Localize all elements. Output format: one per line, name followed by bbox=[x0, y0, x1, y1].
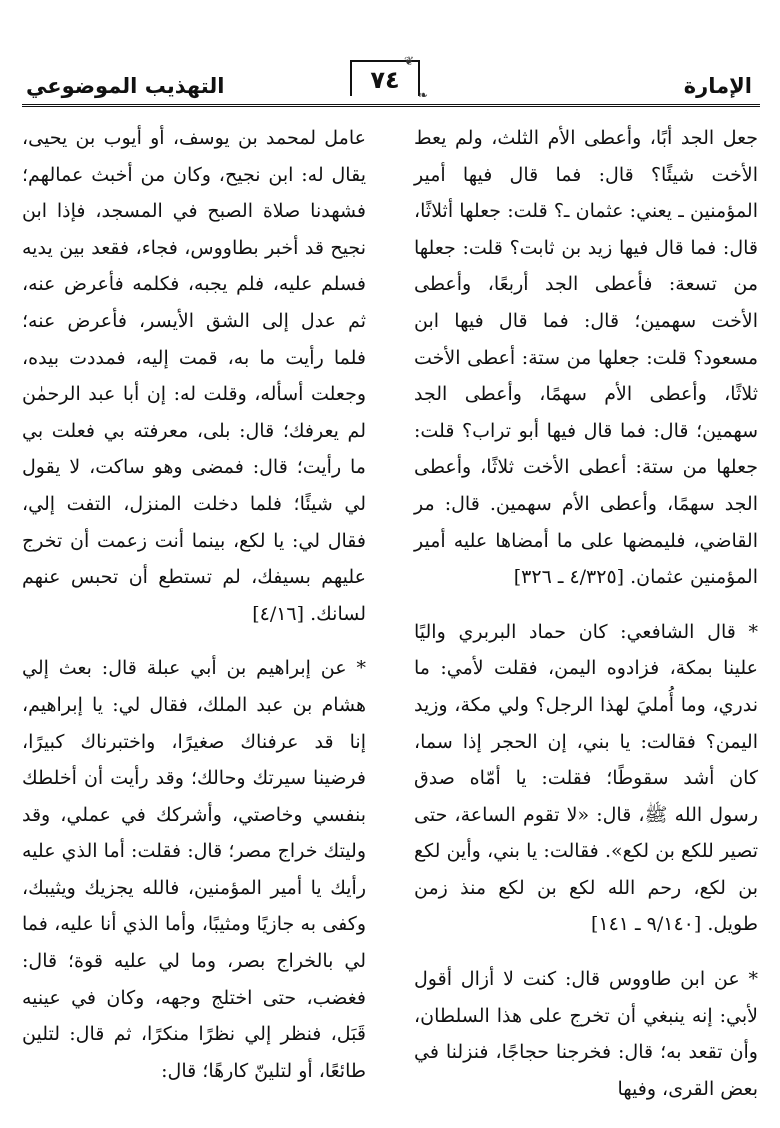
citation-ref: [٤/١٦] bbox=[252, 602, 305, 625]
paragraph-text: * قال الشافعي: كان حماد البربري واليًا علينا بمكة، فزادوه اليمن، فقلت لأمي: ما ندري، وما أُمليَ لهذا الرجل؟ ولي مكة، وزيد اليمن؟ فقالت: يا بني، إن الحجر إذا سما، كان أشد سقوطًا؛ فقلت: يا أمّاه صدق رسول الله ﷺ، قال: «لا تقوم الساعة، حتى تصير للكع بن لكع». فقالت: يا بني، وأين لكع بن لكع، رحم الله لكع بن لكع منذ زمن طويل. bbox=[414, 620, 758, 936]
paragraph-text: * عن ابن طاووس قال: كنت لا أزال أقول لأبي: إنه ينبغي أن تخرج على هذا السلطان، وأن تقعد به؛ قال: فخرجنا حجاجًا، فنزلنا في بعض القرى، وفيها bbox=[414, 968, 758, 1100]
left-column bbox=[22, 120, 366, 1089]
page-number: ٧٤ bbox=[370, 66, 400, 94]
citation-ref: [٩/١٤٠ ـ ١٤١] bbox=[590, 913, 702, 936]
book-title: التهذيب الموضوعي bbox=[26, 74, 225, 98]
header-rule bbox=[22, 104, 760, 107]
chapter-title: الإمارة bbox=[683, 74, 752, 98]
citation-ref: [٤/٣٢٥ ـ ٣٢٦] bbox=[513, 566, 625, 589]
paragraph bbox=[414, 961, 758, 1107]
paragraph bbox=[414, 120, 758, 596]
paragraph bbox=[22, 120, 366, 632]
right-column bbox=[414, 120, 758, 1107]
page-header bbox=[22, 52, 760, 112]
ornament-icon: ❦ bbox=[404, 54, 415, 68]
ornament-icon: ❧ bbox=[418, 88, 429, 102]
paragraph-text: عامل لمحمد بن يوسف، أو أيوب بن يحيى، يقال له: ابن نجيح، وكان من أخبث عمالهم؛ فشهدنا صلاة الصبح في المسجد، فإذا ابن نجيح قد أخبر بطاووس، فجاء، فقعد بين يديه فسلم عليه، فلم يجبه، فكلمه فأعرض عنه، ثم عدل إلى الشق الأيسر، فأعرض عنه؛ فلما رأيت ما به، قمت إليه، فمددت بيده، وجعلت أسأله، وقلت له: إن أبا عبد الرحمٰن لم يعرفك؛ قال: بلى، معرفته بي فعلت بي ما رأيت؛ قال: فمضى وهو ساكت، لا يقول لي شيئًا؛ فلما دخلت المنزل، التفت إلي، فقال لي: يا لكع، بينما أنت زعمت أن تخرج عليهم بسيفك، لم تستطع أن تحبس عنهم لسانك. bbox=[22, 127, 366, 625]
paragraph-text: جعل الجد أبًا، وأعطى الأم الثلث، ولم يعط الأخت شيئًا؟ قال: فما قال فيها أمير المؤمنين ـ يعني: عثمان ـ؟ قلت: جعلها أثلاثًا، قال: فما قال فيها زيد بن ثابت؟ قلت: جعلها من تسعة: فأعطى الجد أربعًا، وأعطى الأخت سهمين؛ قال: فما قال فيها ابن مسعود؟ قلت: جعلها من ستة: أعطى الأخت ثلاثًا، وأعطى الأم سهمًا، وأعطى الجد سهمين؛ قال: فما قال فيها أبو تراب؟ قلت: جعلها من ستة: أعطى الأخت ثلاثًا، وأعطى الجد سهمًا، وأعطى الأم سهمين. قال: مر القاضي، فليمضها على ما أمضاها عليه أمير المؤمنين عثمان. bbox=[414, 127, 758, 589]
paragraph bbox=[414, 614, 758, 943]
paragraph-text: * عن إبراهيم بن أبي عبلة قال: بعث إلي هشام بن عبد الملك، فقال لي: يا إبراهيم، إنا قد عرفناك صغيرًا، واختبرناك كبيرًا، فرضينا سيرتك وحالك؛ وقد رأيت أن أخلطك بنفسي وخاصتي، وأشركك في عملي، وقد وليتك خراج مصر؛ قال: فقلت: أما الذي عليه رأيك يا أمير المؤمنين، فالله يجزيك ويثيبك، وكفى به جازيًا ومثيبًا، وأما الذي أنا عليه، فما لي بالخراج بصر، وما لي عليه قوة؛ قال: فغضب، حتى اختلج وجهه، وكان في عينيه قَبَل، فنظر إلي نظرًا منكرًا، ثم قال: لتلين طائعًا، أو لتلينّ كارهًا؛ قال: bbox=[22, 657, 366, 1082]
paragraph bbox=[22, 650, 366, 1089]
